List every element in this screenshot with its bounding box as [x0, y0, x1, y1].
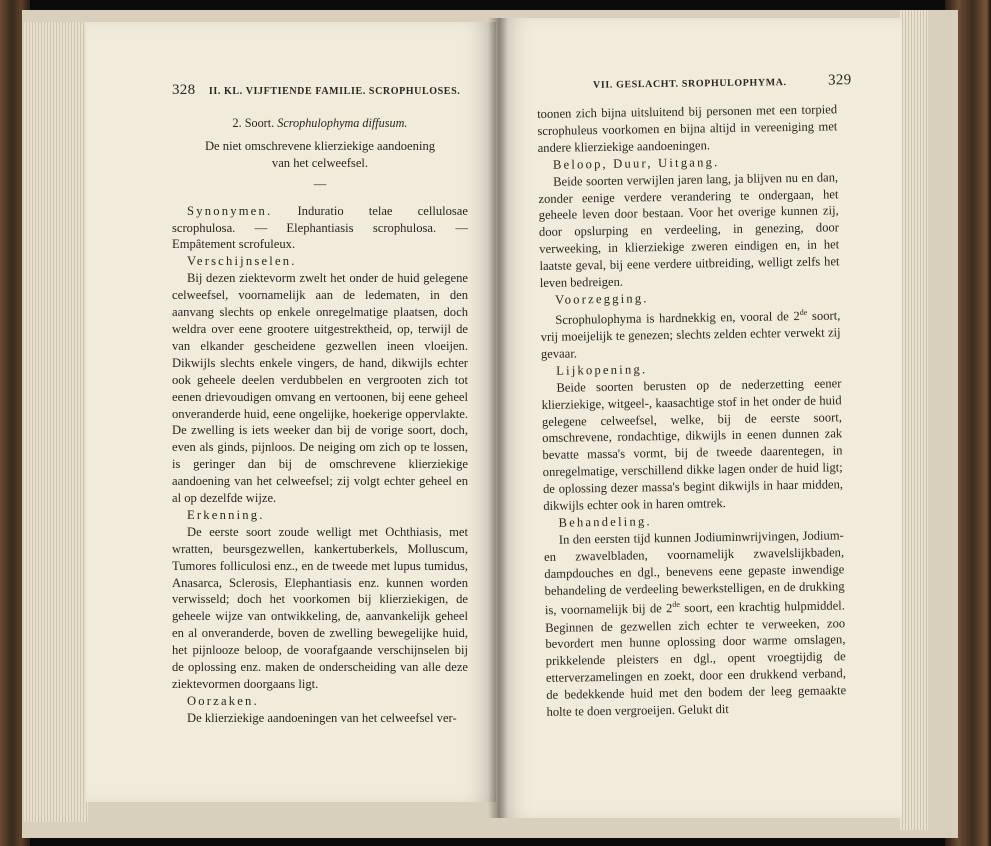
paragraph-text: Bij dezen ziektevorm zwelt het onder de huid gelegene celweefsel, voornamelijk aan de ledematen, in den aanvang slechts op enkele onregelmatige plaatsen, doch weldra over eene grootere uitgestrektheid, op, terwijl de van elkander gescheidene gezwellen ineen vloeijen. Dikwijls slechts enkele vingers, de hand, dikwijls echter ook geheele deelen verdubbelen en vergrooten zich tot eenen drievoudigen omvang en vertoonen, bij eene geheel onveranderde huid, eene ongelijke, hoekerige oppervlakte. De zwelling is iets weeker dan bij de vorige soort, doch, even als ginds, pijnloos. De neiging om zich op te lossen, is geringer dan bij de omschrevene klierziekige aandoening van het celweefsel; zij volgt echter geheel en al op dezelfde wijze.	[172, 271, 468, 506]
section-heading: Behandeling.	[558, 514, 652, 530]
right-page-header	[593, 72, 852, 93]
page-edges-right	[900, 10, 928, 830]
paragraph-text: In den eersten tijd kunnen Jodiuminwrijvingen, Jodium- en zwavelbladen, voornamelijk zwavelslijkbaden, dampdouches en dgl., benevens eene gepaste inwendige behandeling de verdeeling bewerkstelligen, en de drukking is, voornamelijk bij de 2	[543, 528, 845, 618]
species-name: Scrophulophyma diffusum.	[277, 116, 408, 130]
paragraph-text: Beide soorten berusten op de nederzetting eener klierziekige, witgeel-, kaasachtige stof in het onder de huid gelegene celweefsel, welke, bij de eerste soort, omschrevene, rondachtige, dikwijls in eenen dunnen zak bevatte massa's vormt, bij de tweede daarentegen, in onregelmatige, verschillend dikke lagen onder de huid ligt; de oplossing dezer massa's begint dikwijls in haar midden, dikwijls echter ook in haren omtrek.	[541, 375, 844, 513]
paragraph-text: De eerste soort zoude welligt met Ochthiasis, met wratten, beursgezwellen, kankertuberkels, Molluscum, Tumores folliculosi enz., en de tweede met lupus tumidus, Anasarca, Sclerosis, Elephantiasis enz. kunnen worden verwisseld; doch het voorkomen bij klierziekigen, de geheele wijze van ontwikkeling, de, aanvankelijk geheel en al onveranderde, boven de zwelling bewegelijke huid, het pijnlooze beloop, de voorafgaande verschijnselen bij de oplossing enz. maken de onderscheiding van alle deze ziektevormen doorgaans ligt.	[172, 524, 468, 691]
page-number: 328	[172, 82, 196, 98]
running-head: II. KL. VIJFTIENDE FAMILIE. SCROPHULOSES.	[208, 86, 461, 97]
section-heading: Verschijnselen.	[187, 254, 297, 269]
subtitle-line-1: De niet omschrevene klierziekige aandoening	[204, 138, 436, 153]
superscript: de	[672, 600, 681, 610]
left-page-header	[172, 82, 460, 99]
section-heading: Voorzegging.	[554, 291, 649, 307]
paragraph-text: De klierziekige aandoeningen van het celweefsel ver-	[187, 710, 457, 725]
page-number: 329	[827, 72, 852, 89]
right-page-body	[537, 101, 847, 721]
left-page-body	[172, 115, 468, 727]
section-heading: Lijkopening.	[556, 362, 648, 378]
paragraph-voorzegging	[540, 304, 841, 363]
section-heading: Oorzaken.	[187, 693, 259, 708]
superscript: de	[799, 307, 808, 317]
section-heading: Erkenning.	[187, 507, 265, 522]
section-heading: Synonymen.	[187, 203, 273, 218]
book-gutter	[488, 18, 508, 818]
paragraph-behandeling	[544, 527, 847, 721]
paragraph-text: soort, een krachtig hulpmiddel. Beginnen de gezwellen zich echter te verweeken, zoo bevordert men hunne oplossing door warme omslagen, prikkelende pleisters en dgl., opent vroegtijdig de etterverzamelingen en zoekt, door een drukkend verband, de bedekkende huid met den bodem der leeg gemaakte holte te doen vergroeijen. Gelukt dit	[545, 598, 847, 720]
species-label: 2. Soort.	[232, 116, 275, 130]
paragraph-text: Induratio telae cellulosae scrophulosa. — Elephantiasis scrophulosa. — Empâtement scrofuleux.	[172, 203, 468, 252]
species-title	[172, 115, 468, 132]
section-divider: —	[313, 176, 327, 191]
section-heading: Beloop, Duur, Uitgang.	[552, 154, 720, 172]
page-edges-left	[24, 22, 88, 822]
paragraph-text: soort, vrij moeijelijk te genezen; slechts zelden echter verwekt zij gevaar.	[540, 308, 841, 361]
paragraph-synonymen	[172, 203, 468, 254]
subtitle-line-2: van het celweefsel.	[271, 155, 369, 170]
paragraph-text: Scrophulophyma is hardnekkig en, vooral de 2	[555, 308, 800, 327]
paragraph-text: toonen zich bijna uitsluitend bij personen met een torpied scrophuleus voorkomen en bijna altijd in vereeniging met andere klierziekige aandoeningen.	[537, 102, 838, 155]
running-head: VII. GESLACHT. SROPHULOPHYMA.	[592, 77, 787, 91]
paragraph-text: Beide soorten verwijlen jaren lang, ja blijven nu en dan, zonder eenige verdere verandering te ondergaan, het geheele leven door bestaan. Voor het overige kunnen zij, door opslurping en verdeeling, in genezing, door verweeking, in klierziekige zweren eindigen en, in het laatste geval, bij eene verdere uitbreiding, welligt zelfs het leven bedreigen.	[538, 169, 840, 291]
